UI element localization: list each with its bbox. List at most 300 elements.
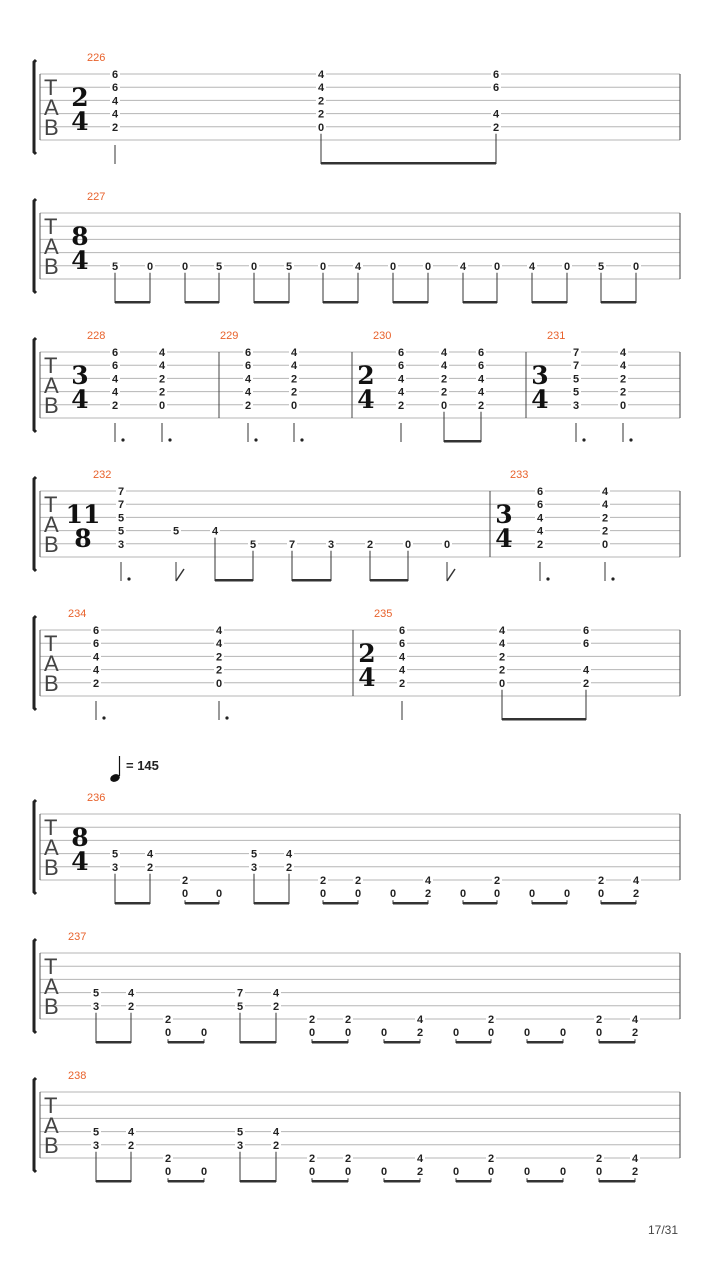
tab-letter-b: B — [44, 994, 59, 1019]
tab-letter-t: T — [44, 631, 58, 656]
fret-number: 0 — [380, 1027, 388, 1040]
fret-number: 5 — [572, 386, 580, 399]
fret-number: 2 — [492, 121, 500, 134]
fret-number: 6 — [477, 347, 485, 359]
tab-letter-b: B — [44, 393, 59, 418]
fret-number: 0 — [308, 1166, 316, 1179]
note-beam — [456, 1041, 491, 1044]
fret-number: 4 — [215, 638, 223, 651]
fret-number: 6 — [92, 638, 100, 651]
fret-number: 4 — [244, 386, 252, 399]
fret-number: 5 — [249, 538, 257, 551]
time-signature-bottom: 8 — [74, 524, 92, 553]
fret-number: 4 — [601, 486, 609, 498]
fret-number: 2 — [631, 1027, 639, 1040]
fret-number: 2 — [597, 875, 605, 887]
fret-number: 2 — [487, 1014, 495, 1026]
fret-number: 2 — [595, 1153, 603, 1165]
time-signature-top: 2 — [357, 361, 375, 390]
fret-number: 4 — [272, 1126, 280, 1139]
tab-letter-a: A — [44, 234, 59, 259]
system-bracket — [34, 1078, 36, 1172]
fret-number: 0 — [595, 1027, 603, 1040]
fret-number: 5 — [117, 525, 125, 538]
tab-letter-t: T — [44, 353, 58, 378]
note-beam — [384, 1041, 420, 1044]
fret-number: 6 — [111, 69, 119, 81]
fret-number: 4 — [631, 1153, 639, 1165]
fret-number: 0 — [404, 538, 412, 551]
system-bracket — [34, 616, 36, 710]
fret-number: 0 — [523, 1166, 531, 1179]
tab-letter-t: T — [44, 1093, 58, 1118]
fret-number: 5 — [250, 848, 258, 861]
time-signature-top: 8 — [71, 823, 89, 852]
fret-number: 2 — [317, 108, 325, 121]
fret-number: 2 — [290, 386, 298, 399]
fret-number: 0 — [440, 399, 448, 412]
fret-number: 5 — [572, 373, 580, 386]
note-beam — [96, 1041, 131, 1044]
tab-letter-b: B — [44, 1133, 59, 1158]
fret-number: 0 — [619, 399, 627, 412]
note-beam — [393, 301, 428, 304]
note-beam — [254, 301, 289, 304]
fret-number: 6 — [397, 347, 405, 359]
system-bracket — [34, 199, 36, 293]
fret-number: 0 — [459, 888, 467, 901]
tab-letter-b: B — [44, 855, 59, 880]
fret-number: 6 — [582, 625, 590, 637]
fret-number: 2 — [398, 677, 406, 690]
fret-number: 6 — [92, 625, 100, 637]
system-bracket — [34, 477, 36, 571]
fret-number: 4 — [317, 69, 325, 81]
fret-number: 6 — [397, 360, 405, 373]
fret-number: 0 — [498, 677, 506, 690]
fret-number: 0 — [528, 888, 536, 901]
time-signature-bottom: 4 — [71, 107, 89, 136]
note-beam — [312, 1180, 348, 1183]
time-signature-bottom: 4 — [71, 385, 89, 414]
measure-number: 235 — [374, 608, 393, 620]
note-beam — [599, 1041, 635, 1044]
fret-number: 2 — [366, 538, 374, 551]
time-signature-top: 11 — [65, 500, 101, 529]
fret-number: 4 — [424, 875, 432, 887]
fret-number: 2 — [158, 386, 166, 399]
fret-number: 4 — [492, 108, 500, 121]
fret-number: 3 — [92, 1000, 100, 1013]
fret-number: 5 — [92, 1126, 100, 1139]
fret-number: 0 — [559, 1166, 567, 1179]
fret-number: 4 — [92, 651, 100, 664]
fret-number: 2 — [601, 512, 609, 525]
fret-number: 0 — [452, 1166, 460, 1179]
fret-number: 2 — [354, 875, 362, 887]
fret-number: 2 — [631, 1166, 639, 1179]
fret-number: 4 — [111, 108, 119, 121]
fret-number: 2 — [595, 1014, 603, 1026]
tab-letter-b: B — [44, 254, 59, 279]
time-signature-top: 8 — [71, 222, 89, 251]
fret-number: 7 — [572, 360, 580, 373]
fret-number: 0 — [200, 1166, 208, 1179]
fret-number: 4 — [92, 664, 100, 677]
measure-number: 238 — [68, 1070, 87, 1082]
fret-number: 2 — [272, 1000, 280, 1013]
fret-number: 4 — [285, 848, 293, 861]
fret-number: 0 — [487, 1166, 495, 1179]
fret-number: 5 — [215, 260, 223, 273]
measure-number: 230 — [373, 330, 392, 342]
fret-number: 4 — [631, 1014, 639, 1026]
fret-number: 4 — [582, 664, 590, 677]
note-beam — [601, 902, 636, 905]
fret-number: 6 — [492, 82, 500, 95]
fret-number: 0 — [308, 1027, 316, 1040]
fret-number: 3 — [117, 538, 125, 551]
fret-number: 0 — [443, 538, 451, 551]
measure-number: 227 — [87, 191, 106, 203]
measure-number: 231 — [547, 330, 566, 342]
note-beam — [532, 902, 567, 905]
fret-number: 2 — [536, 538, 544, 551]
fret-number: 2 — [111, 121, 119, 134]
fret-number: 2 — [397, 399, 405, 412]
fret-number: 2 — [440, 373, 448, 386]
note-beam — [601, 301, 636, 304]
time-signature-top: 3 — [495, 500, 513, 529]
fret-number: 7 — [572, 347, 580, 359]
note-beam — [532, 301, 567, 304]
fret-number: 2 — [146, 861, 154, 874]
fret-number: 5 — [117, 512, 125, 525]
fret-number: 2 — [111, 399, 119, 412]
fret-number: 0 — [380, 1166, 388, 1179]
fret-number: 2 — [215, 664, 223, 677]
system-bracket — [34, 338, 36, 432]
fret-number: 2 — [164, 1014, 172, 1026]
dot — [102, 716, 105, 719]
fret-number: 4 — [397, 373, 405, 386]
fret-number: 6 — [477, 360, 485, 373]
time-signature-bottom: 4 — [495, 524, 513, 553]
note-beam — [444, 440, 481, 443]
fret-number: 2 — [290, 373, 298, 386]
fret-number: 7 — [117, 499, 125, 512]
fret-number: 6 — [111, 82, 119, 95]
fret-number: 4 — [416, 1014, 424, 1026]
tab-letter-t: T — [44, 75, 58, 100]
fret-number: 6 — [244, 360, 252, 373]
fret-number: 4 — [398, 651, 406, 664]
fret-number: 2 — [127, 1000, 135, 1013]
fret-number: 4 — [146, 848, 154, 861]
fret-number: 4 — [459, 260, 467, 273]
fret-number: 0 — [493, 888, 501, 901]
fret-number: 5 — [236, 1126, 244, 1139]
fret-number: 0 — [389, 260, 397, 273]
fret-number: 6 — [244, 347, 252, 359]
fret-number: 2 — [632, 888, 640, 901]
tab-letter-b: B — [44, 532, 59, 557]
measure-number: 232 — [93, 469, 112, 481]
measure-number: 236 — [87, 792, 106, 804]
dot — [611, 577, 614, 580]
note-beam — [292, 579, 331, 582]
fret-number: 7 — [236, 987, 244, 1000]
dot — [582, 438, 585, 441]
note-beam — [321, 162, 496, 165]
note-beam — [215, 579, 253, 582]
dot — [225, 716, 228, 719]
fret-number: 3 — [236, 1139, 244, 1152]
page-number: 17/31 — [647, 1223, 678, 1237]
fret-number: 3 — [92, 1139, 100, 1152]
fret-number: 4 — [632, 875, 640, 887]
fret-number: 4 — [416, 1153, 424, 1165]
fret-number: 2 — [308, 1153, 316, 1165]
dot — [121, 438, 124, 441]
fret-number: 6 — [111, 360, 119, 373]
note-beam — [312, 1041, 348, 1044]
note-beam — [370, 579, 408, 582]
fret-number: 5 — [236, 1000, 244, 1013]
fret-number: 2 — [244, 399, 252, 412]
fret-number: 2 — [127, 1139, 135, 1152]
measure-number: 233 — [510, 469, 529, 481]
fret-number: 5 — [285, 260, 293, 273]
time-signature-bottom: 4 — [357, 385, 375, 414]
fret-number: 2 — [215, 651, 223, 664]
tempo-marking: = 145 — [126, 758, 159, 773]
fret-number: 0 — [290, 399, 298, 412]
fret-number: 0 — [250, 260, 258, 273]
dot — [546, 577, 549, 580]
note-beam — [240, 1041, 276, 1044]
fret-number: 0 — [487, 1027, 495, 1040]
fret-number: 4 — [244, 373, 252, 386]
fret-number: 4 — [477, 373, 485, 386]
tab-letter-a: A — [44, 651, 59, 676]
fret-number: 4 — [498, 625, 506, 637]
fret-number: 2 — [308, 1014, 316, 1026]
note-beam — [254, 902, 289, 905]
measure-number: 229 — [220, 330, 239, 342]
fret-number: 0 — [452, 1027, 460, 1040]
fret-number: 0 — [344, 1027, 352, 1040]
note-beam — [168, 1041, 204, 1044]
fret-number: 6 — [492, 69, 500, 81]
fret-number: 0 — [389, 888, 397, 901]
fret-number: 4 — [398, 664, 406, 677]
fret-number: 4 — [211, 525, 219, 538]
fret-number: 4 — [440, 360, 448, 373]
fret-number: 4 — [272, 987, 280, 1000]
time-signature-bottom: 4 — [531, 385, 549, 414]
note-flag — [447, 569, 455, 581]
fret-number: 6 — [536, 499, 544, 512]
fret-number: 0 — [354, 888, 362, 901]
tab-letter-b: B — [44, 671, 59, 696]
dot — [300, 438, 303, 441]
fret-number: 7 — [288, 538, 296, 551]
fret-number: 0 — [181, 260, 189, 273]
tab-letter-t: T — [44, 214, 58, 239]
fret-number: 4 — [440, 347, 448, 359]
fret-number: 4 — [290, 360, 298, 373]
fret-number: 4 — [619, 347, 627, 359]
fret-number: 0 — [146, 260, 154, 273]
fret-number: 4 — [111, 95, 119, 108]
fret-number: 3 — [327, 538, 335, 551]
fret-number: 0 — [164, 1166, 172, 1179]
fret-number: 2 — [498, 651, 506, 664]
fret-number: 0 — [523, 1027, 531, 1040]
time-signature-top: 2 — [71, 83, 89, 112]
fret-number: 4 — [619, 360, 627, 373]
system-bracket — [34, 60, 36, 154]
fret-number: 0 — [317, 121, 325, 134]
fret-number: 2 — [416, 1027, 424, 1040]
fret-number: 2 — [272, 1139, 280, 1152]
note-beam — [323, 301, 358, 304]
note-beam — [599, 1180, 635, 1183]
fret-number: 4 — [477, 386, 485, 399]
fret-number: 4 — [127, 1126, 135, 1139]
tab-letter-a: A — [44, 974, 59, 999]
fret-number: 2 — [493, 875, 501, 887]
fret-number: 6 — [398, 625, 406, 637]
fret-number: 4 — [536, 525, 544, 538]
fret-number: 7 — [117, 486, 125, 498]
fret-number: 0 — [563, 260, 571, 273]
time-signature-top: 3 — [71, 361, 89, 390]
fret-number: 6 — [111, 347, 119, 359]
fret-number: 0 — [164, 1027, 172, 1040]
fret-number: 0 — [597, 888, 605, 901]
fret-number: 6 — [398, 638, 406, 651]
note-beam — [323, 902, 358, 905]
fret-number: 0 — [493, 260, 501, 273]
fret-number: 0 — [632, 260, 640, 273]
fret-number: 4 — [290, 347, 298, 359]
fret-number: 2 — [487, 1153, 495, 1165]
fret-number: 4 — [111, 373, 119, 386]
fret-number: 6 — [582, 638, 590, 651]
tab-letter-a: A — [44, 95, 59, 120]
fret-number: 2 — [424, 888, 432, 901]
fret-number: 2 — [344, 1014, 352, 1026]
fret-number: 2 — [344, 1153, 352, 1165]
note-beam — [527, 1041, 563, 1044]
measure-number: 228 — [87, 330, 106, 342]
fret-number: 0 — [215, 677, 223, 690]
tab-letter-b: B — [44, 115, 59, 140]
note-beam — [240, 1180, 276, 1183]
fret-number: 2 — [92, 677, 100, 690]
fret-number: 0 — [158, 399, 166, 412]
fret-number: 0 — [319, 888, 327, 901]
tab-letter-a: A — [44, 373, 59, 398]
fret-number: 2 — [477, 399, 485, 412]
fret-number: 0 — [559, 1027, 567, 1040]
time-signature-bottom: 4 — [358, 663, 376, 692]
fret-number: 2 — [317, 95, 325, 108]
fret-number: 4 — [158, 347, 166, 359]
measure-number: 234 — [68, 608, 87, 620]
tab-letter-t: T — [44, 954, 58, 979]
fret-number: 4 — [498, 638, 506, 651]
note-beam — [185, 301, 219, 304]
fret-number: 2 — [582, 677, 590, 690]
fret-number: 6 — [536, 486, 544, 498]
fret-number: 4 — [528, 260, 536, 273]
note-beam — [115, 902, 150, 905]
fret-number: 3 — [111, 861, 119, 874]
time-signature-bottom: 4 — [71, 847, 89, 876]
note-beam — [456, 1180, 491, 1183]
fret-number: 3 — [572, 399, 580, 412]
dot — [254, 438, 257, 441]
fret-number: 2 — [181, 875, 189, 887]
fret-number: 2 — [619, 373, 627, 386]
fret-number: 0 — [181, 888, 189, 901]
tab-letter-a: A — [44, 1113, 59, 1138]
fret-number: 2 — [416, 1166, 424, 1179]
tab-letter-t: T — [44, 492, 58, 517]
note-beam — [115, 301, 150, 304]
time-signature-top: 3 — [531, 361, 549, 390]
note-beam — [463, 902, 497, 905]
note-beam — [96, 1180, 131, 1183]
note-beam — [502, 718, 586, 721]
fret-number: 2 — [601, 525, 609, 538]
note-beam — [168, 1180, 204, 1183]
note-flag — [176, 569, 184, 581]
fret-number: 0 — [344, 1166, 352, 1179]
system-bracket — [34, 939, 36, 1033]
fret-number: 4 — [317, 82, 325, 95]
measure-number: 226 — [87, 52, 106, 64]
tab-letter-a: A — [44, 835, 59, 860]
fret-number: 4 — [127, 987, 135, 1000]
fret-number: 4 — [601, 499, 609, 512]
fret-number: 2 — [164, 1153, 172, 1165]
fret-number: 2 — [619, 386, 627, 399]
fret-number: 5 — [111, 260, 119, 273]
fret-number: 4 — [536, 512, 544, 525]
note-beam — [185, 902, 219, 905]
fret-number: 4 — [158, 360, 166, 373]
fret-number: 0 — [595, 1166, 603, 1179]
fret-number: 5 — [92, 987, 100, 1000]
system-bracket — [34, 800, 36, 894]
fret-number: 2 — [498, 664, 506, 677]
fret-number: 0 — [200, 1027, 208, 1040]
fret-number: 5 — [111, 848, 119, 861]
time-signature-bottom: 4 — [71, 246, 89, 275]
fret-number: 3 — [250, 861, 258, 874]
fret-number: 5 — [597, 260, 605, 273]
fret-number: 4 — [215, 625, 223, 637]
note-beam — [384, 1180, 420, 1183]
tab-letter-t: T — [44, 815, 58, 840]
fret-number: 0 — [601, 538, 609, 551]
dot — [168, 438, 171, 441]
fret-number: 0 — [424, 260, 432, 273]
